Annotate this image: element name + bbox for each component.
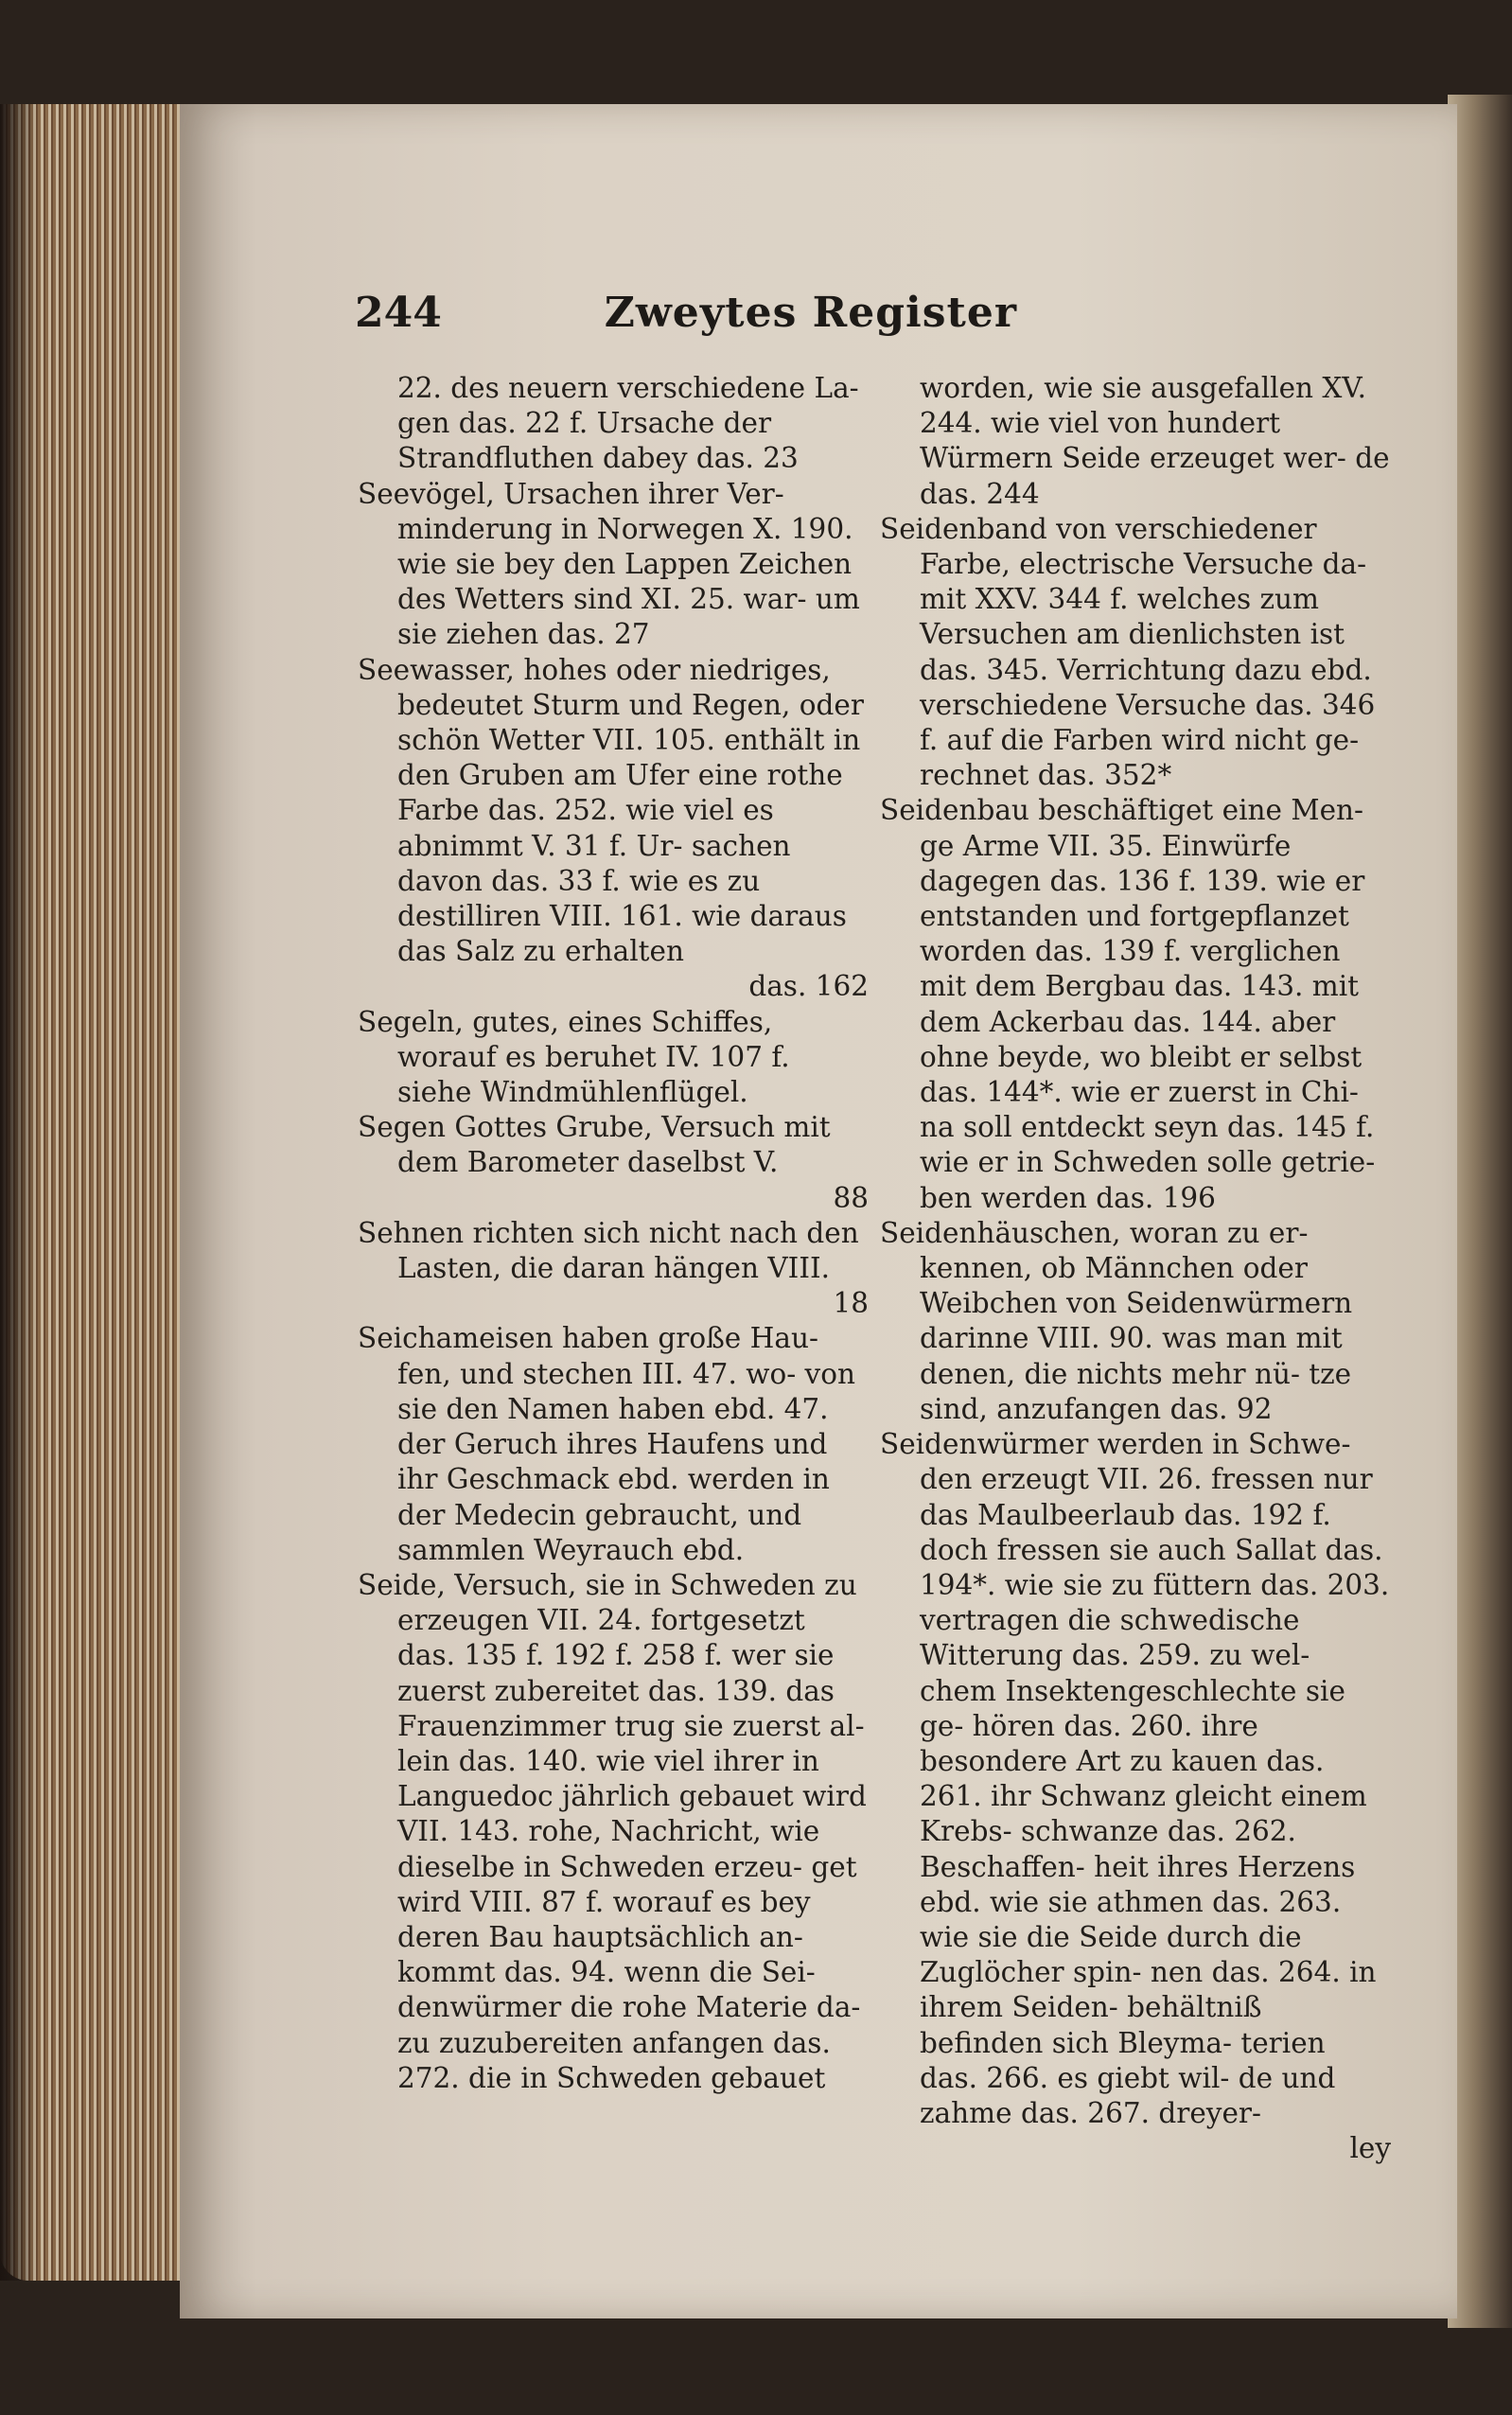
index-entry: Sehnen richten sich nicht nach den Lasten, die daran hängen VIII.	[358, 1216, 859, 1285]
left-column	[358, 371, 869, 2096]
entry-continuation: 22. des neuern verschiedene La- gen das. 22 f. Ursache der Strandfluthen dabey das. 23	[397, 372, 859, 475]
entry-reference: 88	[833, 1181, 869, 1214]
right-column	[880, 371, 1391, 2166]
index-entry: Seichameisen haben große Hau- fen, und stechen III. 47. wo- von sie den Namen haben ebd. 47. der Geruch ihres Haufens und ihr Geschmack ebd. werden in der Medecin gebraucht, und sammlen Weyrauch ebd.	[358, 1322, 855, 1566]
index-entry: Seewasser, hohes oder niedriges, bedeutet Sturm und Regen, oder schön Wetter VII. 105. enthält in den Gruben am Ufer eine rothe Farbe das. 252. wie viel es abnimmt V. 31 f. Ur- sachen davon das. 33 f. wie es zu destilliren VIII. 161. wie daraus das Salz zu erhalten	[358, 653, 864, 968]
index-entry: Seidenwürmer werden in Schwe- den erzeugt VII. 26. fressen nur das Maulbeerlaub das. 192 f. doch fressen sie auch Sallat das. 194*. wie sie zu füttern das. 203. vertragen die schwedische Witterung das. 259. zu wel- chem Insektengeschlechte sie ge- hören das. 260. ihre besondere Art zu kauen das. 261. ihr Schwanz gleicht einem Krebs- schwanze das. 262. Beschaffen- heit ihres Herzens ebd. wie sie athmen das. 263. wie sie die Seide durch die Zuglöcher spin- nen das. 264. in ihrem Seiden- behältniß befinden sich Bleyma- terien das. 266. es giebt wil- de und zahme das. 267. dreyer-	[880, 1428, 1390, 2129]
index-entry: Seide, Versuch, sie in Schweden zu erzeugen VII. 24. fortgesetzt das. 135 f. 192 f. 258 f. wer sie zuerst zubereitet das. 139. das Frauenzimmer trug sie zuerst al- lein das. 140. wie viel ihrer in Languedoc jährlich gebauet wird VII. 143. rohe, Nachricht, wie dieselbe in Schweden erzeu- get wird VIII. 87 f. worauf es bey deren Bau hauptsächlich an- kommt das. 94. wenn die Sei- denwürmer die rohe Materie da- zu zuzubereiten anfangen das. 272. die in Schweden gebauet	[358, 1568, 867, 2094]
page-header	[355, 289, 1017, 345]
entry-reference: 18	[833, 1287, 869, 1320]
page-edges	[0, 104, 189, 2281]
page-number: 244	[355, 289, 442, 337]
index-entry: Seidenhäuschen, woran zu er- kennen, ob Männchen oder Weibchen von Seidenwürmern darinne VIII. 90. was man mit denen, die nichts mehr nü- tze sind, anzufangen das. 92	[880, 1216, 1353, 1425]
index-entry: Seidenbau beschäftiget eine Men- ge Arme VII. 35. Einwürfe dagegen das. 136 f. 139. wie er entstanden und fortgepflanzet worden das. 139 f. verglichen mit dem Bergbau das. 143. mit dem Ackerbau das. 144. aber ohne beyde, wo bleibt er selbst das. 144*. wie er zuerst in Chi- na soll entdeckt seyn das. 145 f. wie er in Schweden solle getrie- ben werden das. 196	[880, 794, 1376, 1214]
entry-continuation: worden, wie sie ausgefallen XV. 244. wie viel von hundert Würmern Seide erzeuget wer- de das. 244	[920, 372, 1390, 510]
running-title: Zweytes Register	[604, 289, 1017, 337]
index-entry: Seevögel, Ursachen ihrer Ver- minderung in Norwegen X. 190. wie sie bey den Lappen Zeichen des Wetters sind XI. 25. war- um sie ziehen das. 27	[358, 477, 860, 651]
index-entry: Seidenband von verschiedener Farbe, electrische Versuche da- mit XXV. 344 f. welches zum Versuchen am dienlichsten ist das. 345. Verrichtung dazu ebd. verschiedene Versuche das. 346 f. auf die Farben wird nicht ge- rechnet das. 352*	[880, 512, 1376, 792]
index-entry: Segeln, gutes, eines Schiffes, worauf es beruhet IV. 107 f. siehe Windmühlenflügel.	[358, 1005, 790, 1109]
entry-reference: das. 162	[748, 970, 869, 1003]
facing-page-edge	[1448, 95, 1512, 2328]
index-entry: Segen Gottes Grube, Versuch mit dem Barometer daselbst V.	[358, 1111, 831, 1179]
entry-reference: ley	[1349, 2132, 1391, 2165]
